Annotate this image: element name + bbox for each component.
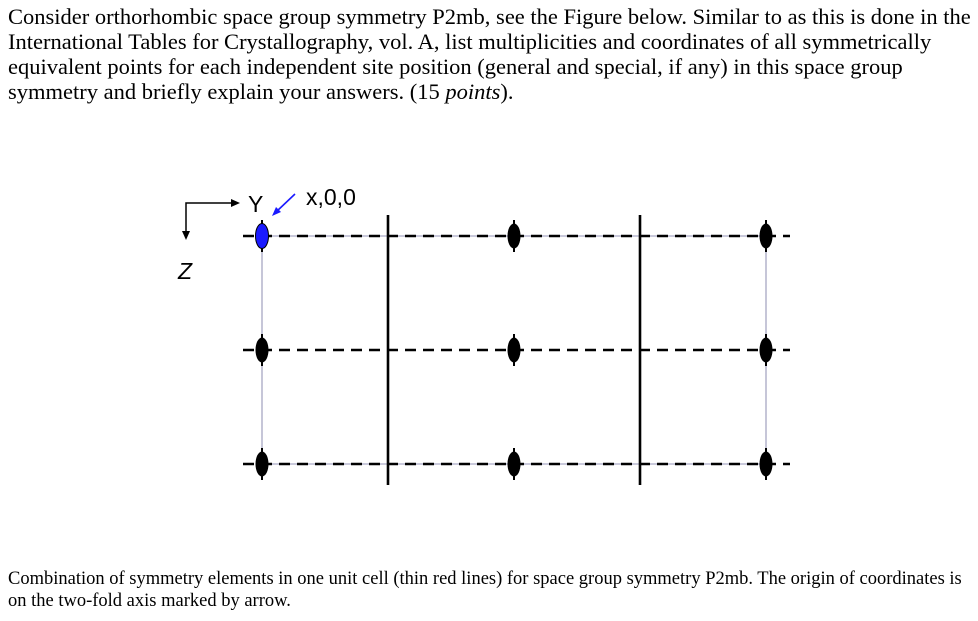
two-fold-axis [508, 448, 521, 480]
two-fold-axis [760, 334, 773, 366]
origin-coordinates-label: x,0,0 [306, 184, 356, 210]
y-axis-label: Y [248, 191, 264, 217]
two-fold-axis-origin [256, 220, 269, 252]
symmetry-diagram [0, 170, 978, 500]
two-fold-axis [256, 448, 269, 480]
axes-indicator [177, 191, 263, 284]
origin-marker-annotation [272, 184, 356, 216]
z-axis-arrowhead [182, 231, 190, 240]
origin-arrow-line [276, 194, 295, 212]
question-points-word: points [445, 79, 501, 104]
space-group-figure [0, 170, 978, 500]
figure-caption: Combination of symmetry elements in one unit cell (thin red lines) for space group symmetry P2mb. The origin of coordinates is on the two-fold axis marked by arrow. [8, 569, 962, 611]
two-fold-axis [760, 220, 773, 252]
y-axis-arrowhead [231, 199, 240, 207]
question-main: Consider orthorhombic space group symmetry P2mb, see the Figure below. Similar to as this is done in the International Tables for Crystallography, vol. A, list multiplicities and coordinates of all symmetrically equivalent points for each independent site position (general and special, if any) in this space group symmetry and briefly explain your answers. (15 [8, 4, 971, 104]
z-axis-label: Z [178, 258, 193, 284]
question-text [8, 4, 976, 104]
two-fold-axis [256, 334, 269, 366]
question-end: ). [500, 79, 514, 104]
axes-lines [186, 203, 233, 233]
two-fold-axis [760, 448, 773, 480]
two-fold-axis [508, 334, 521, 366]
two-fold-axis [508, 220, 521, 252]
